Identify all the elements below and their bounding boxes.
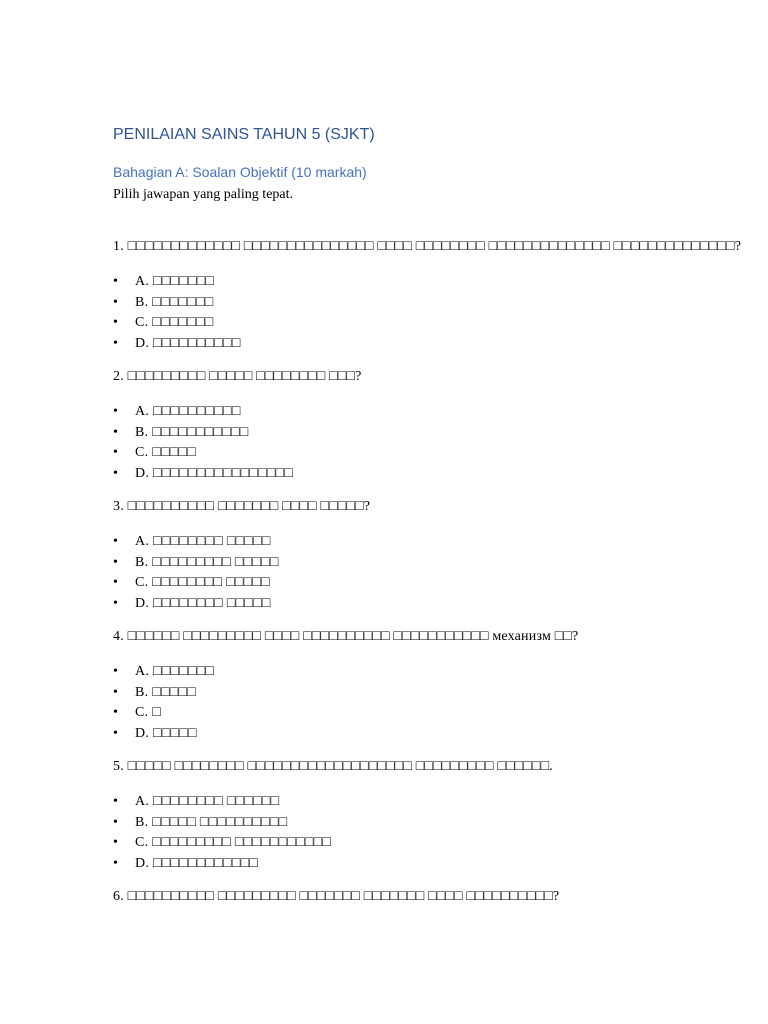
option-label: A. □□□□□□□ bbox=[135, 274, 215, 289]
option-label: D. □□□□□□□□□□ bbox=[135, 335, 241, 351]
option-item bbox=[113, 553, 713, 574]
option-item bbox=[113, 402, 713, 423]
option-item bbox=[113, 334, 713, 355]
option-item bbox=[113, 683, 713, 704]
question-text: 2. □□□□□□□□□ □□□□□ □□□□□□□□ □□□? bbox=[113, 369, 362, 384]
option-label: D. □□□□□□□□ □□□□□ bbox=[135, 595, 271, 611]
bullet-icon: • bbox=[113, 315, 119, 330]
question-text: 5. □□□□□ □□□□□□□□ □□□□□□□□□□□□□□□□□□□ □□□□□□□□□ □□□□□□. bbox=[113, 759, 553, 774]
bullet-icon: • bbox=[113, 725, 119, 741]
question-6 bbox=[113, 888, 713, 906]
option-item bbox=[113, 833, 713, 854]
option-item bbox=[113, 313, 713, 334]
option-label: B. □□□□□□□□□ □□□□□ bbox=[135, 554, 279, 570]
option-label: D. □□□□□□□□□□□□□□□□ bbox=[135, 465, 294, 481]
bullet-icon: • bbox=[113, 684, 119, 700]
option-list bbox=[113, 792, 713, 874]
option-label: A. □□□□□□□□ □□□□□ bbox=[135, 534, 271, 549]
option-item bbox=[113, 662, 713, 683]
option-item bbox=[113, 272, 713, 293]
option-list bbox=[113, 402, 713, 484]
question-2 bbox=[113, 368, 713, 484]
option-item bbox=[113, 573, 713, 594]
bullet-icon: • bbox=[113, 794, 119, 809]
option-label: C. □ bbox=[135, 705, 161, 720]
bullet-icon: • bbox=[113, 664, 119, 679]
option-label: C. □□□□□□□ bbox=[135, 315, 214, 330]
document-title: PENILAIAN SAINS TAHUN 5 (SJKT) bbox=[113, 126, 375, 143]
bullet-icon: • bbox=[113, 445, 119, 460]
bullet-icon: • bbox=[113, 294, 119, 310]
option-item bbox=[113, 854, 713, 875]
option-label: B. □□□□□ □□□□□□□□□□ bbox=[135, 814, 288, 830]
option-item bbox=[113, 703, 713, 724]
question-text: 4. □□□□□□ □□□□□□□□□ □□□□ □□□□□□□□□□ □□□□□□□□□□□ механизм □□? bbox=[113, 629, 579, 644]
section-heading: Bahagian A: Soalan Objektif (10 markah) bbox=[113, 164, 367, 180]
bullet-icon: • bbox=[113, 835, 119, 850]
option-label: A. □□□□□□□ bbox=[135, 664, 215, 679]
option-label: A. □□□□□□□□□□ bbox=[135, 404, 241, 419]
option-label: D. □□□□□□□□□□□□ bbox=[135, 855, 259, 871]
question-text: 3. □□□□□□□□□□ □□□□□□□ □□□□ □□□□□? bbox=[113, 499, 371, 514]
option-item bbox=[113, 813, 713, 834]
option-item bbox=[113, 792, 713, 813]
question-1 bbox=[113, 238, 742, 354]
option-item bbox=[113, 532, 713, 553]
option-list bbox=[113, 532, 713, 614]
option-label: B. □□□□□ bbox=[135, 684, 197, 700]
bullet-icon: • bbox=[113, 595, 119, 611]
option-item bbox=[113, 423, 713, 444]
instruction-text: Pilih jawapan yang paling tepat. bbox=[113, 187, 294, 202]
question-4 bbox=[113, 628, 713, 744]
option-label: C. □□□□□ bbox=[135, 445, 197, 460]
option-item bbox=[113, 724, 713, 745]
bullet-icon: • bbox=[113, 465, 119, 481]
option-list bbox=[113, 662, 713, 744]
option-item bbox=[113, 293, 713, 314]
question-text: 6. □□□□□□□□□□ □□□□□□□□□ □□□□□□□ □□□□□□□ □□□□ □□□□□□□□□□? bbox=[113, 889, 560, 904]
bullet-icon: • bbox=[113, 274, 119, 289]
option-label: C. □□□□□□□□□ □□□□□□□□□□□ bbox=[135, 835, 332, 850]
bullet-icon: • bbox=[113, 855, 119, 871]
question-5 bbox=[113, 758, 713, 874]
option-list bbox=[113, 272, 713, 354]
bullet-icon: • bbox=[113, 404, 119, 419]
bullet-icon: • bbox=[113, 335, 119, 351]
bullet-icon: • bbox=[113, 534, 119, 549]
bullet-icon: • bbox=[113, 705, 119, 720]
option-label: B. □□□□□□□ bbox=[135, 294, 214, 310]
option-label: A. □□□□□□□□ □□□□□□ bbox=[135, 794, 280, 809]
question-text: 1. □□□□□□□□□□□□□ □□□□□□□□□□□□□□□ □□□□ □□□□□□□□ □□□□□□□□□□□□□□ □□□□□□□□□□□□□□? bbox=[113, 239, 742, 254]
option-label: C. □□□□□□□□ □□□□□ bbox=[135, 575, 270, 590]
bullet-icon: • bbox=[113, 554, 119, 570]
option-item bbox=[113, 443, 713, 464]
option-label: B. □□□□□□□□□□□ bbox=[135, 424, 249, 440]
question-list bbox=[113, 238, 742, 922]
bullet-icon: • bbox=[113, 575, 119, 590]
option-label: D. □□□□□ bbox=[135, 725, 197, 741]
option-item bbox=[113, 464, 713, 485]
bullet-icon: • bbox=[113, 814, 119, 830]
option-item bbox=[113, 594, 713, 615]
bullet-icon: • bbox=[113, 424, 119, 440]
question-3 bbox=[113, 498, 713, 614]
